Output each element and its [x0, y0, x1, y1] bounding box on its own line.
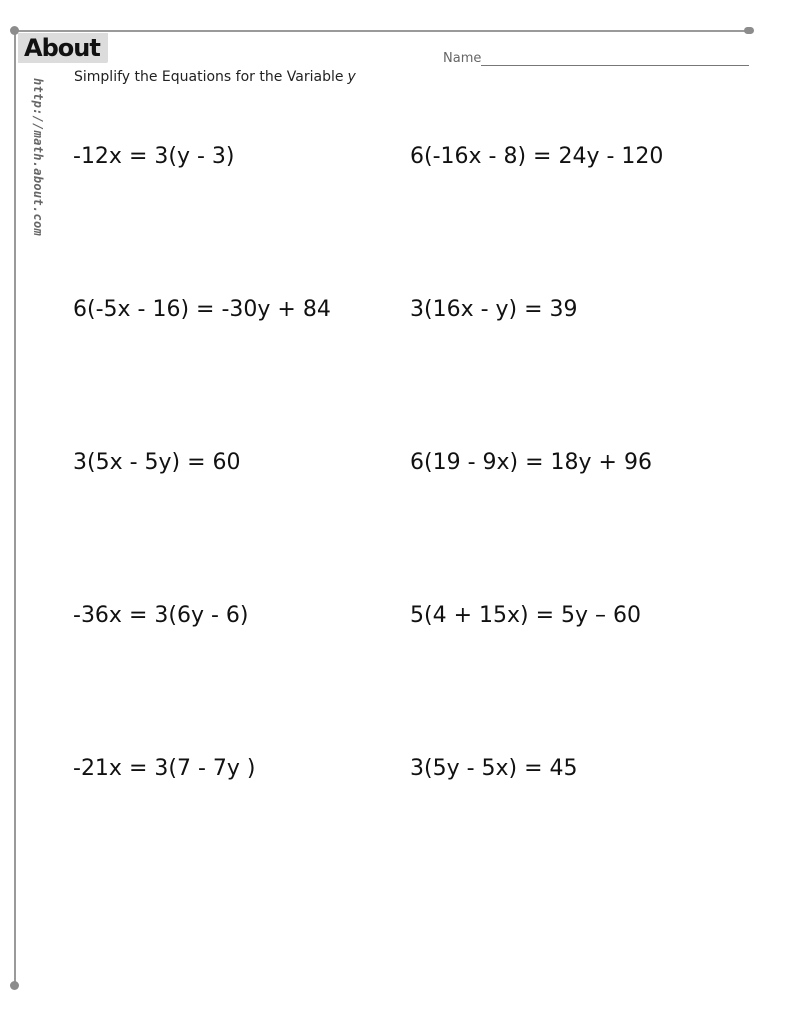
side-url: http://math.about.com	[31, 78, 45, 237]
name-label: Name	[443, 51, 482, 66]
end-dot-icon	[10, 981, 19, 990]
problem-5: 3(5x - 5y) = 60	[73, 450, 241, 475]
problem-2: 6(-16x - 8) = 24y - 120	[410, 144, 664, 169]
instructions-text: Simplify the Equations for the Variable	[74, 69, 344, 85]
instructions	[74, 69, 356, 85]
problem-4: 3(16x - y) = 39	[410, 297, 578, 322]
top-border-line	[14, 30, 748, 32]
problem-8: 5(4 + 15x) = 5y – 60	[410, 603, 642, 628]
problem-10: 3(5y - 5x) = 45	[410, 756, 578, 781]
problem-1: -12x = 3(y - 3)	[73, 144, 235, 169]
name-input-line[interactable]	[481, 65, 749, 66]
problem-7: -36x = 3(6y - 6)	[73, 603, 249, 628]
logo-text: About	[24, 34, 100, 62]
problem-3: 6(-5x - 16) = -30y + 84	[73, 297, 331, 322]
about-logo	[18, 33, 108, 63]
end-dot-icon	[744, 27, 754, 34]
problem-9: -21x = 3(7 - 7y )	[73, 756, 256, 781]
problem-6: 6(19 - 9x) = 18y + 96	[410, 450, 652, 475]
left-border-line	[14, 30, 16, 985]
instructions-variable: y	[347, 69, 356, 85]
